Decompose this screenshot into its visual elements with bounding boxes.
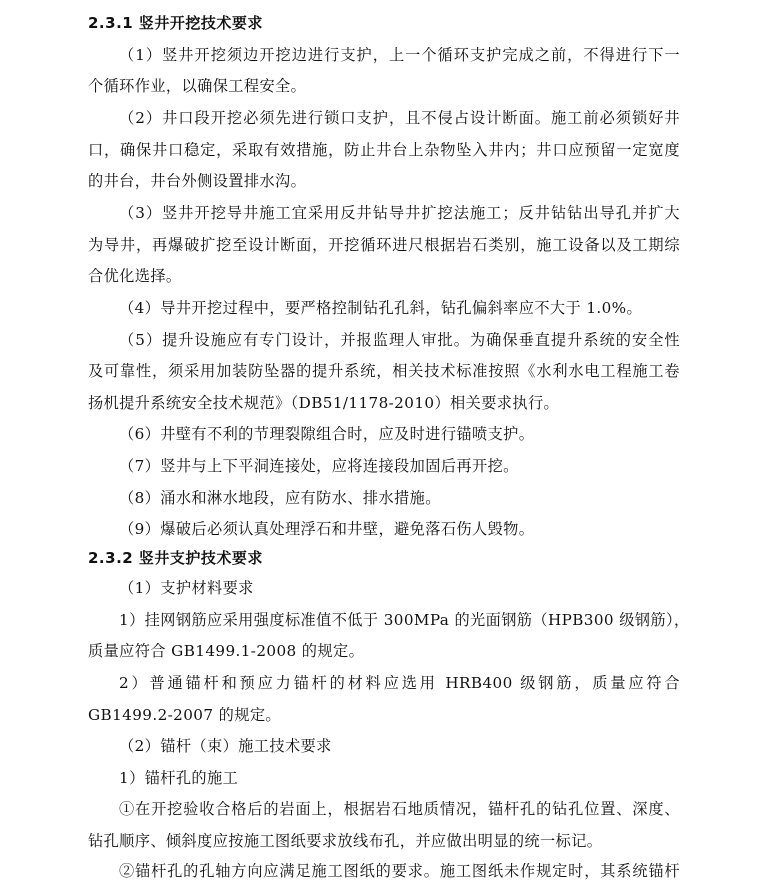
paragraph-line: （9）爆破后必须认真处理浮石和井壁，避免落石伤人毁物。 bbox=[119, 520, 535, 538]
paragraph-line: （3）竖井开挖导井施工宜采用反井钻导井扩挖法施工；反井钻钻出导孔并扩大 bbox=[119, 204, 680, 222]
paragraph-line: （8）涌水和淋水地段，应有防水、排水措施。 bbox=[119, 489, 441, 507]
paragraph-line: ①在开挖验收合格后的岩面上，根据岩石地质情况，锚杆孔的钻孔位置、深度、 bbox=[119, 800, 680, 818]
paragraph-line: 口，确保井口稳定，采取有效措施，防止井台上杂物坠入井内；井口应预留一定宽度 bbox=[88, 141, 680, 159]
paragraph-line: （2）锚杆（束）施工技术要求 bbox=[119, 737, 332, 755]
paragraph-line: 2）普通锚杆和预应力锚杆的材料应选用 HRB400 级钢筋，质量应符合 bbox=[119, 674, 680, 692]
paragraph-line: （1）竖井开挖须边开挖边进行支护，上一个循环支护完成之前，不得进行下一 bbox=[119, 46, 680, 64]
section-heading: 2.3.2 竖井支护技术要求 bbox=[88, 549, 263, 567]
paragraph-line: 1）挂网钢筋应采用强度标准值不低于 300MPa 的光面钢筋（HPB300 级钢筋）， bbox=[119, 611, 690, 629]
paragraph-line: （6）井壁有不利的节理裂隙组合时，应及时进行锚喷支护。 bbox=[119, 425, 535, 443]
paragraph-line: 个循环作业，以确保工程安全。 bbox=[88, 77, 307, 95]
paragraph-line: 合优化选择。 bbox=[88, 267, 182, 285]
paragraph-line: 及可靠性，须采用加装防坠器的提升系统，相关技术标准按照《水利水电工程施工卷 bbox=[88, 362, 680, 380]
paragraph-line: （1）支护材料要求 bbox=[119, 579, 254, 597]
paragraph-line: GB1499.2-2007 的规定。 bbox=[88, 706, 281, 724]
paragraph-line: 扬机提升系统安全技术规范》（DB51/1178-2010）相关要求执行。 bbox=[88, 394, 560, 412]
paragraph-line: 钻孔顺序、倾斜度应按施工图纸要求放线布孔，并应做出明显的统一标记。 bbox=[88, 832, 603, 850]
paragraph-line: （5）提升设施应有专门设计，并报监理人审批。为确保垂直提升系统的安全性 bbox=[119, 331, 680, 349]
paragraph-line: （2）井口段开挖必须先进行锁口支护，且不侵占设计断面。施工前必须锁好井 bbox=[119, 109, 680, 127]
paragraph-line: （7）竖井与上下平洞连接处，应将连接段加固后再开挖。 bbox=[119, 457, 519, 475]
paragraph-line: 质量应符合 GB1499.1-2008 的规定。 bbox=[88, 642, 365, 660]
paragraph-line: 1）锚杆孔的施工 bbox=[119, 769, 239, 787]
paragraph-line: 的井台，井台外侧设置排水沟。 bbox=[88, 172, 307, 190]
paragraph-line: （4）导井开挖过程中，要严格控制钻孔孔斜，钻孔偏斜率应不大于 1.0%。 bbox=[119, 299, 643, 317]
section-heading: 2.3.1 竖井开挖技术要求 bbox=[88, 14, 263, 32]
paragraph-line: ②锚杆孔的孔轴方向应满足施工图纸的要求。施工图纸未作规定时，其系统锚杆 bbox=[119, 862, 680, 880]
paragraph-line: 为导井，再爆破扩挖至设计断面，开挖循环进尺根据岩石类别，施工设备以及工期综 bbox=[88, 236, 680, 254]
